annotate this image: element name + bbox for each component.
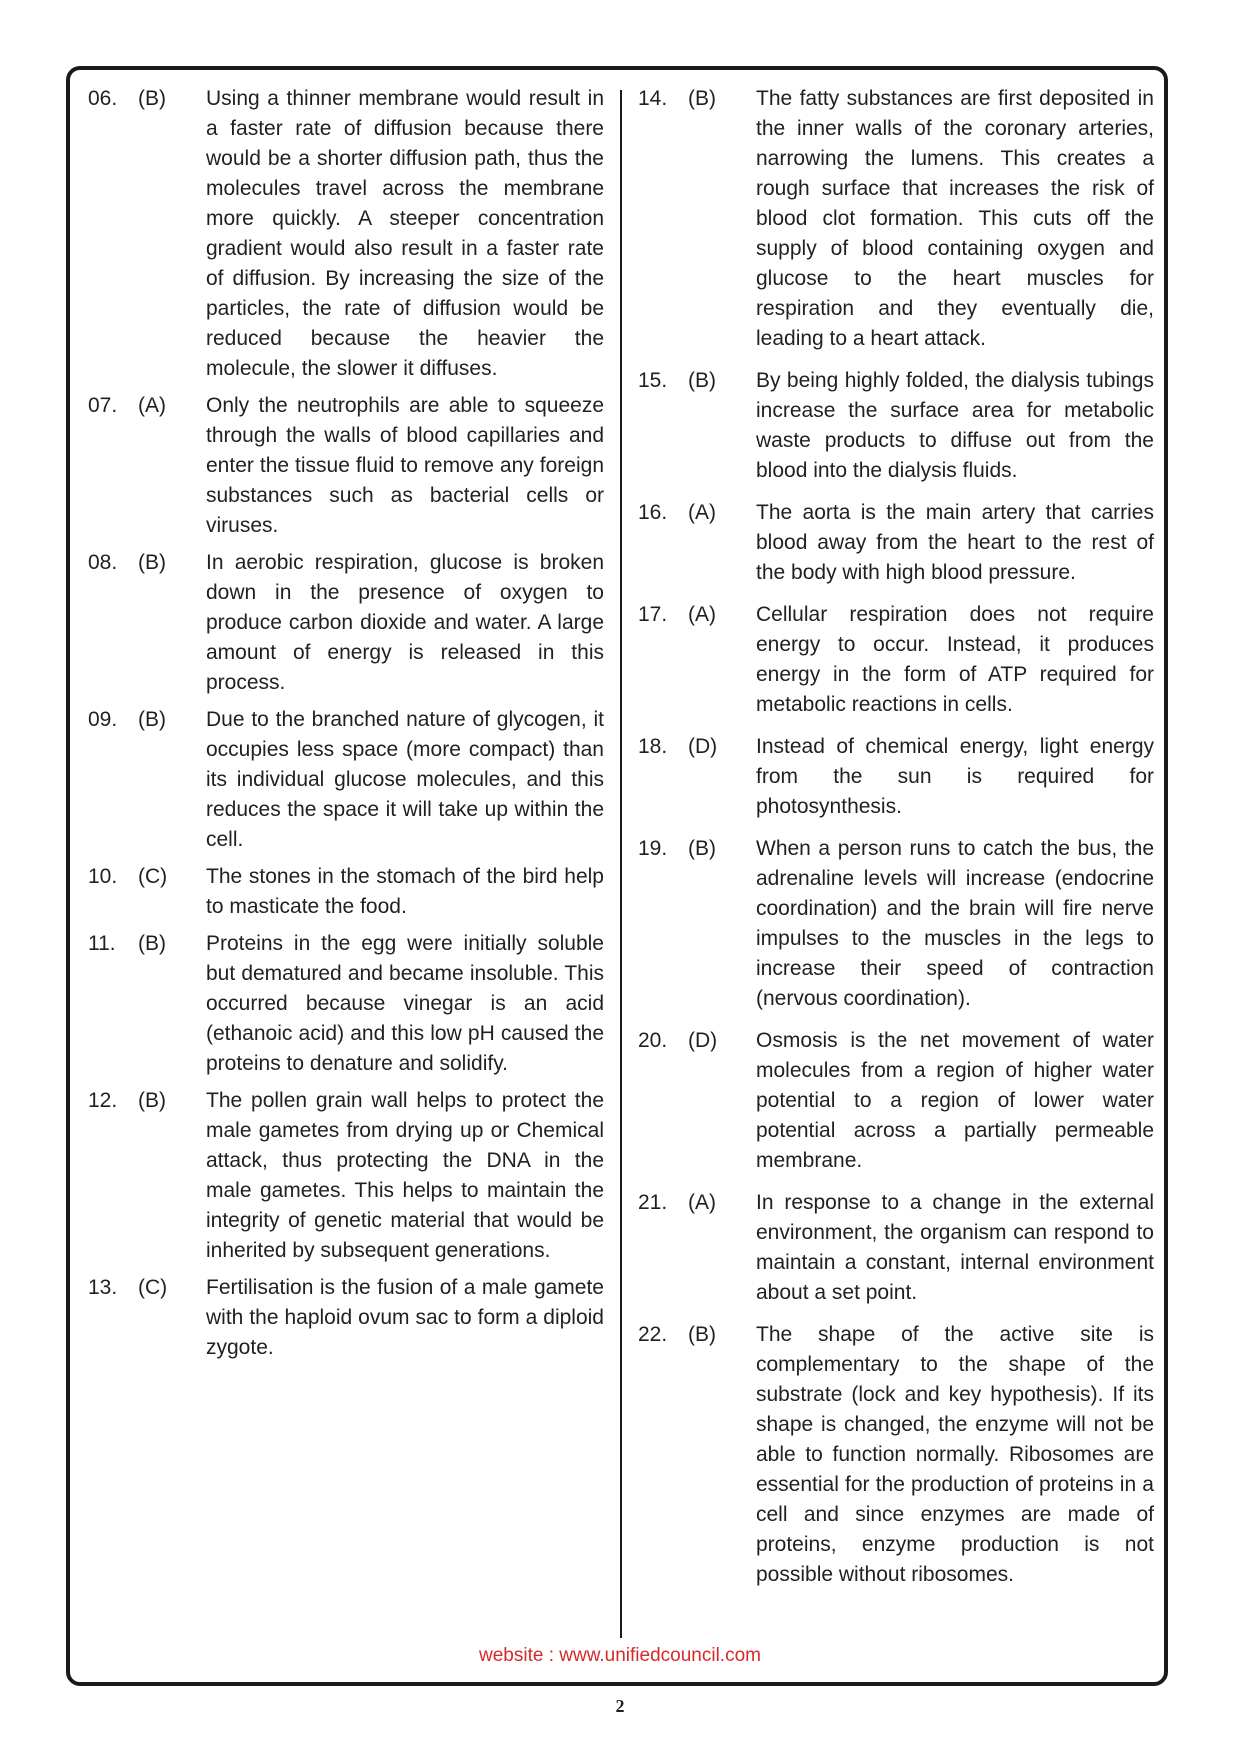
answer-option: (A) [688,501,716,524]
page-number: 2 [615,1696,625,1716]
question-number: 22. [638,1323,668,1346]
answer-option: (B) [688,837,716,860]
answer-explanation: The fatty substances are first deposited in the inner walls of the coronary arteries, narrowing the lumens. This creates a rough surface that increases the risk of blood clot formation. This cuts off the supply of blood containing oxygen and glucose to the heart muscles for respiration and they eventually die, leading to a heart attack. [756,87,1154,350]
answer-explanation: When a person runs to catch the bus, the adrenaline levels will increase (endocrine coordination) and the brain will fire nerve impulses to the muscles in the legs to increase their speed of contraction (nervous coordination). [756,837,1154,1010]
answer-option: (C) [138,865,168,888]
answer-explanation: The shape of the active site is complementary to the shape of the substrate (lock and key hypothesis). If its shape is changed, the enzyme will not be able to function normally. Ribosomes are essential for the production of proteins in a cell and since enzymes are made of proteins, enzyme production is not possible without ribosomes. [756,1323,1154,1586]
question-number: 17. [638,603,668,626]
answer-item-17 [638,600,1154,720]
answer-option: (A) [138,394,166,417]
answer-option: (A) [688,603,716,626]
column-divider [620,90,622,1638]
answer-option: (C) [138,1276,168,1299]
answer-option: (A) [688,1191,716,1214]
answer-item-14 [638,84,1154,354]
answer-item-08 [88,548,604,698]
question-number: 16. [638,501,668,524]
answer-item-16 [638,498,1154,588]
question-number: 12. [88,1089,118,1112]
left-column [88,84,604,1363]
answer-item-15 [638,366,1154,486]
answer-option: (B) [138,1089,166,1112]
answer-explanation: Instead of chemical energy, light energy from the sun is required for photosynthesis. [756,735,1154,818]
answer-explanation: The aorta is the main artery that carries blood away from the heart to the rest of the body with high blood pressure. [756,501,1154,584]
answer-explanation: Fertilisation is the fusion of a male gamete with the haploid ovum sac to form a diploid zygote. [206,1276,604,1359]
answer-option: (B) [688,87,716,110]
answer-item-06 [88,84,604,384]
answer-item-09 [88,705,604,855]
answer-option: (B) [138,87,166,110]
answer-option: (B) [138,551,166,574]
answer-item-07 [88,391,604,541]
answer-explanation: Only the neutrophils are able to squeeze through the walls of blood capillaries and enter the tissue fluid to remove any foreign substances such as bacterial cells or viruses. [206,394,604,537]
answer-option: (B) [688,369,716,392]
question-number: 13. [88,1276,118,1299]
answer-explanation: The pollen grain wall helps to protect the male gametes from drying up or Chemical attack, thus protecting the DNA in the male gametes. This helps to maintain the integrity of genetic material that would be inherited by subsequent generations. [206,1089,604,1262]
answer-option: (B) [138,708,166,731]
answer-item-13 [88,1273,604,1363]
answer-explanation: In response to a change in the external environment, the organism can respond to maintain a constant, internal environment about a set point. [756,1191,1154,1304]
answer-item-21 [638,1188,1154,1308]
question-number: 07. [88,394,118,417]
website-footer: website : www.unifiedcouncil.com [479,1645,761,1666]
answer-item-18 [638,732,1154,822]
answer-explanation: Proteins in the egg were initially soluble but dematured and became insoluble. This occurred because vinegar is an acid (ethanoic acid) and this low pH caused the proteins to denature and solidify. [206,932,604,1075]
question-number: 10. [88,865,118,888]
answer-option: (D) [688,735,718,758]
answer-explanation: Osmosis is the net movement of water molecules from a region of higher water potential to a region of lower water potential across a partially permeable membrane. [756,1029,1154,1172]
question-number: 15. [638,369,668,392]
answer-option: (D) [688,1029,718,1052]
answer-explanation: Due to the branched nature of glycogen, it occupies less space (more compact) than its individual glucose molecules, and this reduces the space it will take up within the cell. [206,708,604,851]
question-number: 08. [88,551,118,574]
answer-explanation: Using a thinner membrane would result in a faster rate of diffusion because there would be a shorter diffusion path, thus the molecules travel across the membrane more quickly. A steeper concentration gradient would also result in a faster rate of diffusion. By increasing the size of the particles, the rate of diffusion would be reduced because the heavier the molecule, the slower it diffuses. [206,87,604,380]
question-number: 11. [88,932,116,955]
answer-option: (B) [138,932,166,955]
answer-item-19 [638,834,1154,1014]
question-number: 19. [638,837,668,860]
answer-explanation: By being highly folded, the dialysis tubings increase the surface area for metabolic waste products to diffuse out from the blood into the dialysis fluids. [756,369,1154,482]
answer-item-20 [638,1026,1154,1176]
answer-option: (B) [688,1323,716,1346]
question-number: 14. [638,87,668,110]
question-number: 06. [88,87,118,110]
answer-item-22 [638,1320,1154,1590]
question-number: 18. [638,735,668,758]
right-column [638,84,1154,1590]
answer-item-12 [88,1086,604,1266]
question-number: 21. [638,1191,668,1214]
question-number: 20. [638,1029,668,1052]
question-number: 09. [88,708,118,731]
answer-item-11 [88,929,604,1079]
answer-explanation: In aerobic respiration, glucose is broken down in the presence of oxygen to produce carbon dioxide and water. A large amount of energy is released in this process. [206,551,604,694]
answer-explanation: Cellular respiration does not require energy to occur. Instead, it produces energy in the form of ATP required for metabolic reactions in cells. [756,603,1154,716]
answer-item-10 [88,862,604,922]
answer-explanation: The stones in the stomach of the bird help to masticate the food. [206,865,604,918]
